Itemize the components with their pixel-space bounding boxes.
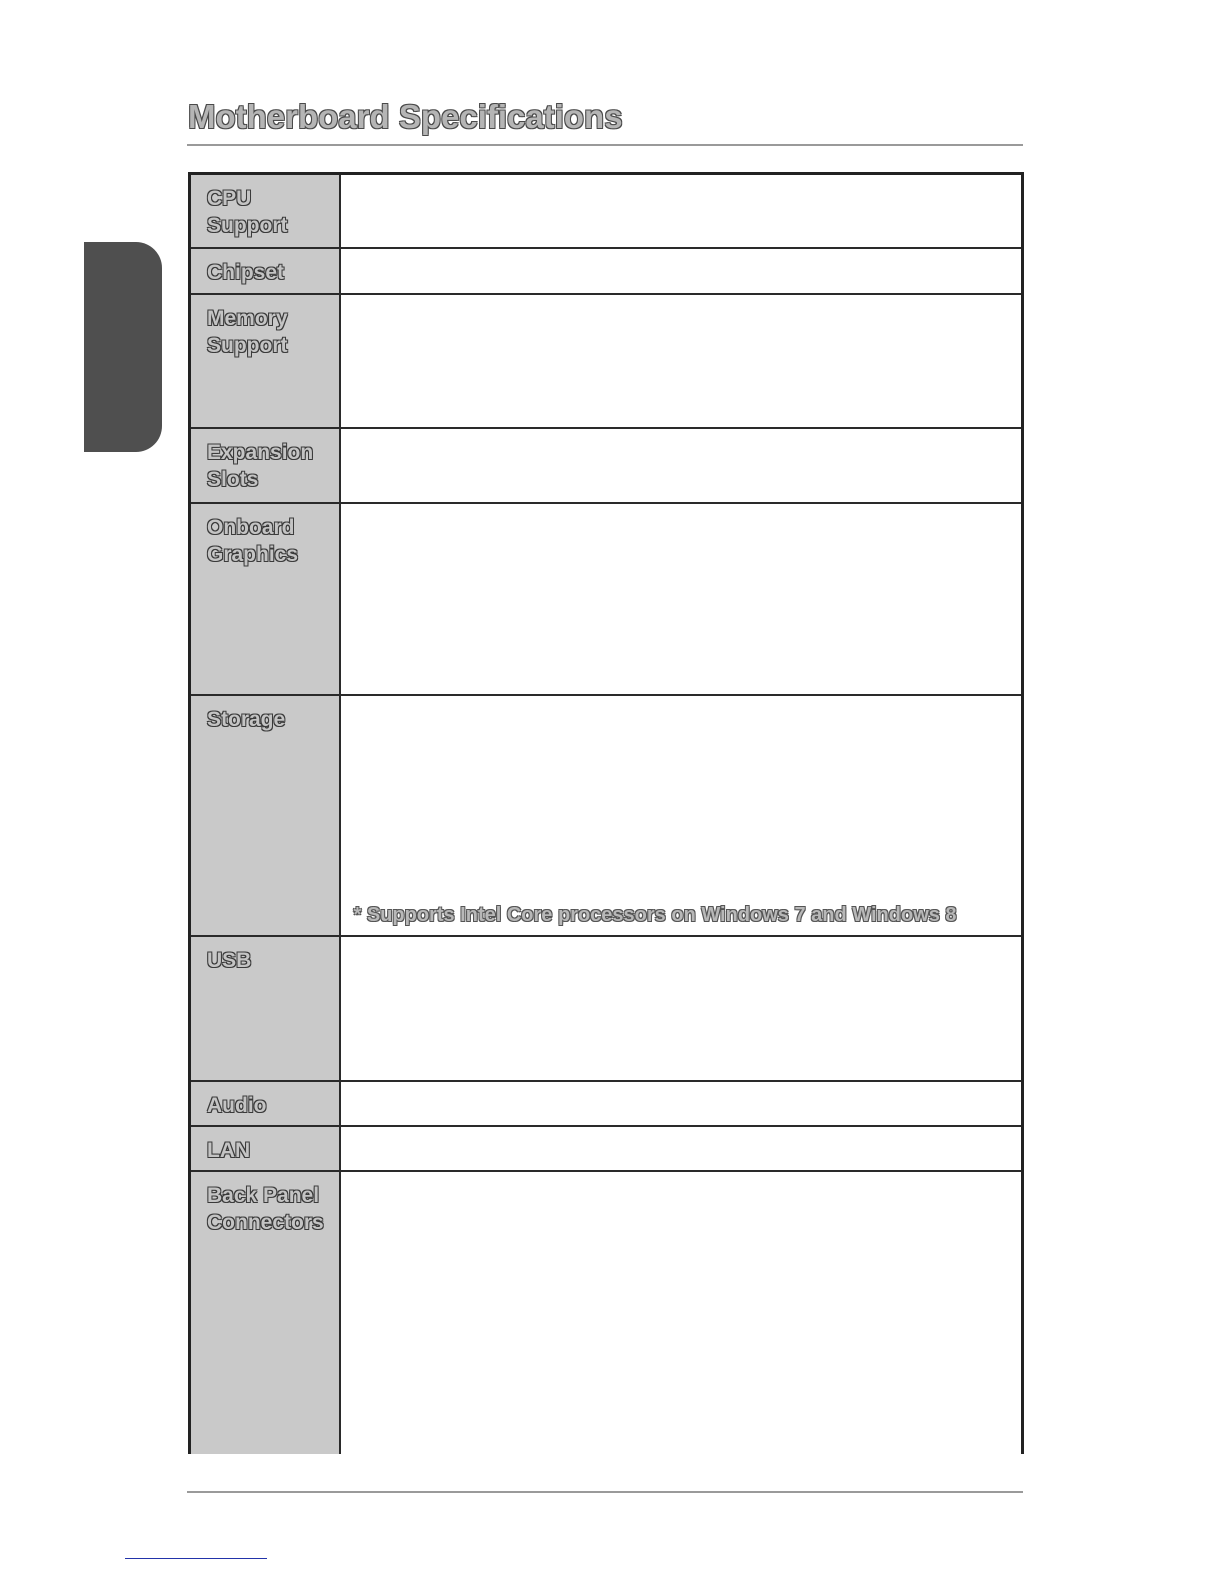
spec-label: Memory Support <box>207 306 288 357</box>
spec-value-cell <box>340 695 1023 936</box>
spec-value-cell <box>340 1171 1023 1454</box>
spec-row-onboard-graphics <box>190 503 1023 695</box>
spec-value-cell <box>340 174 1023 248</box>
spec-label-cell <box>190 294 340 428</box>
spec-label: Expansion Slots <box>207 440 314 491</box>
spec-label-cell <box>190 936 340 1081</box>
spec-table <box>188 172 1024 1454</box>
spec-label-cell <box>190 174 340 248</box>
spec-label-cell <box>190 1126 340 1171</box>
spec-value-cell <box>340 503 1023 695</box>
spec-value-cell <box>340 248 1023 294</box>
spec-value-cell <box>340 428 1023 503</box>
spec-label: LAN <box>207 1138 251 1162</box>
spec-row-chipset <box>190 248 1023 294</box>
spec-row-storage <box>190 695 1023 936</box>
spec-label: Back Panel Connectors <box>207 1183 324 1234</box>
page-title: Motherboard Specifications <box>188 98 623 135</box>
spec-label-cell <box>190 1081 340 1126</box>
spec-label: Audio <box>207 1093 267 1117</box>
spec-label: Chipset <box>207 260 285 284</box>
spec-value-cell <box>340 1081 1023 1126</box>
title-divider <box>187 144 1023 146</box>
spec-row-audio <box>190 1081 1023 1126</box>
footer-underline-mark <box>125 1558 267 1559</box>
chapter-side-tab <box>84 242 162 452</box>
spec-row-usb <box>190 936 1023 1081</box>
spec-label: CPU Support <box>207 187 288 237</box>
spec-label-cell <box>190 428 340 503</box>
spec-label: USB <box>207 948 252 972</box>
spec-row-memory-support <box>190 294 1023 428</box>
spec-row-cpu-support <box>190 174 1023 248</box>
footer-divider <box>187 1491 1023 1493</box>
spec-label: Onboard Graphics <box>207 515 299 566</box>
spec-row-back-panel-connectors <box>190 1171 1023 1454</box>
spec-value-cell <box>340 294 1023 428</box>
spec-row-expansion-slots <box>190 428 1023 503</box>
spec-label-cell <box>190 695 340 936</box>
spec-value-cell <box>340 936 1023 1081</box>
spec-label: Storage <box>207 707 286 731</box>
spec-value-cell <box>340 1126 1023 1171</box>
spec-label-cell <box>190 248 340 294</box>
spec-label-cell <box>190 1171 340 1454</box>
storage-footnote: * Supports Intel Core processors on Windows 7 and Windows 8 <box>353 903 957 926</box>
spec-label-cell <box>190 503 340 695</box>
spec-row-lan <box>190 1126 1023 1171</box>
